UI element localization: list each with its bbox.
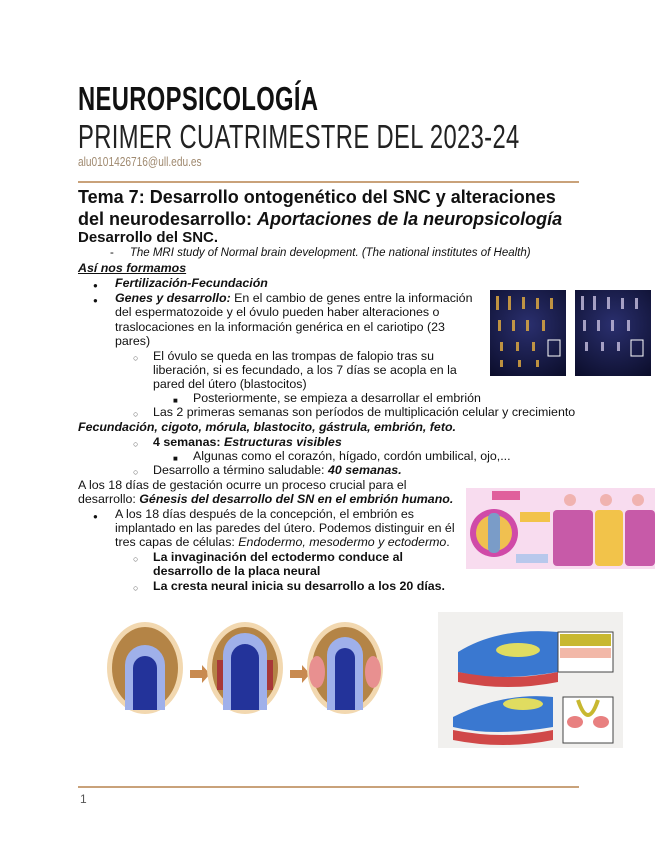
subheading-asi: Así nos formamos — [78, 261, 187, 275]
gastrulation-illustration — [95, 610, 390, 720]
germ-layers-image — [466, 488, 655, 569]
list-item-cresta: ○ La cresta neural inicia su desarrollo a los 20 días. — [153, 579, 445, 594]
neural-plate-illustration — [438, 612, 623, 748]
list-item-invaginacion: ○ La invaginación del ectodermo conduce al — [153, 550, 403, 565]
ovulo-line2: liberación, si es fecundado, a los 7 días se acopla en la — [153, 363, 457, 377]
mri-text: The MRI study of Normal brain development. (The national institutes of Health) — [129, 247, 531, 259]
sem4-label: 4 semanas: — [153, 435, 224, 449]
doc-title: NEUROPSICOLOGÍA — [78, 80, 319, 117]
sem4-italic: Estructuras visibles — [223, 435, 342, 449]
concepcion-line2: implantado en las paredes del útero. Podemos distinguir en él — [115, 521, 455, 535]
para-18-text: desarrollo: — [78, 492, 140, 506]
genes-line2: del espermatozoide y el óvulo pueden haber alteraciones o — [115, 305, 440, 319]
heading-line2: del neurodesarrollo: — [78, 209, 258, 229]
gastrulation-image — [95, 610, 390, 720]
author-email: alu0101426716@ull.edu.es — [78, 154, 202, 169]
heading-line1: Tema 7: Desarrollo ontogenético del SNC y alteraciones — [78, 187, 556, 207]
doc-subtitle: PRIMER CUATRIMESTRE DEL 2023-24 — [78, 118, 520, 155]
list-item-concepcion: ● A los 18 días después de la concepción, el embrión es — [115, 507, 414, 522]
para-18-bold: Génesis del desarrollo del SN en el embrión humano. — [139, 492, 454, 506]
para-18-line2 — [78, 492, 453, 507]
concepcion-line3 — [115, 535, 450, 550]
genes-text: En el cambio de genes entre la información — [230, 291, 473, 305]
list-item-semanas: ○ Las 2 primeras semanas son períodos de multiplicación celular y crecimiento — [153, 405, 575, 420]
topic-heading-2 — [78, 209, 562, 230]
mri-reference: - The MRI study of Normal brain development. (The national institutes of Health) — [110, 247, 531, 259]
stages-line: Fecundación, cigoto, mórula, blastocito, gástrula, embrión, feto. — [78, 420, 456, 434]
footer-rule — [78, 786, 579, 788]
ovulo-line3: pared del útero (blastocitos) — [153, 377, 307, 391]
period: . — [446, 535, 450, 549]
neural-plate-image — [438, 612, 623, 748]
header-rule — [78, 181, 579, 183]
list-item-termino — [153, 463, 402, 478]
para-18-line1: A los 18 días de gestación ocurre un proceso crucial para el — [78, 478, 407, 492]
invaginacion-line2: desarrollo de la placa neural — [153, 564, 321, 578]
chromosomes-icon — [575, 290, 651, 376]
section-heading: Desarrollo del SNC. — [78, 229, 219, 246]
concepcion-text: tres capas de células: — [115, 535, 239, 549]
genes-line4: pares) — [115, 334, 151, 348]
genes-label: Genes y desarrollo: — [115, 291, 231, 305]
layers-italic: Endodermo, mesodermo y ectodermo — [238, 535, 447, 549]
list-item-4sem — [153, 435, 342, 450]
termino-text: Desarrollo a término saludable: — [153, 463, 328, 477]
heading-italic: Aportaciones de la neuropsicología — [257, 209, 563, 229]
list-item-fert: ● Fertilización-Fecundación — [115, 276, 268, 291]
page-number: 1 — [80, 792, 87, 806]
karyotype-image-2 — [575, 290, 651, 376]
list-item-post: ■ Posteriormente, se empieza a desarrollar el embrión — [193, 391, 481, 406]
list-item-ovulo: ○ El óvulo se queda en las trompas de falopio tras su — [153, 349, 434, 364]
list-item-genes — [115, 291, 472, 306]
list-item-algunas: ■ Algunas como el corazón, hígado, cordón umbilical, ojo,... — [193, 449, 511, 464]
termino-bold: 40 semanas. — [327, 463, 402, 477]
topic-heading — [78, 187, 556, 208]
genes-line3: traslocaciones en la información genérica en el cariotipo (23 — [115, 320, 445, 334]
chromosomes-icon — [490, 290, 566, 376]
embryo-layers-illustration — [466, 488, 655, 569]
karyotype-image-1 — [490, 290, 566, 376]
